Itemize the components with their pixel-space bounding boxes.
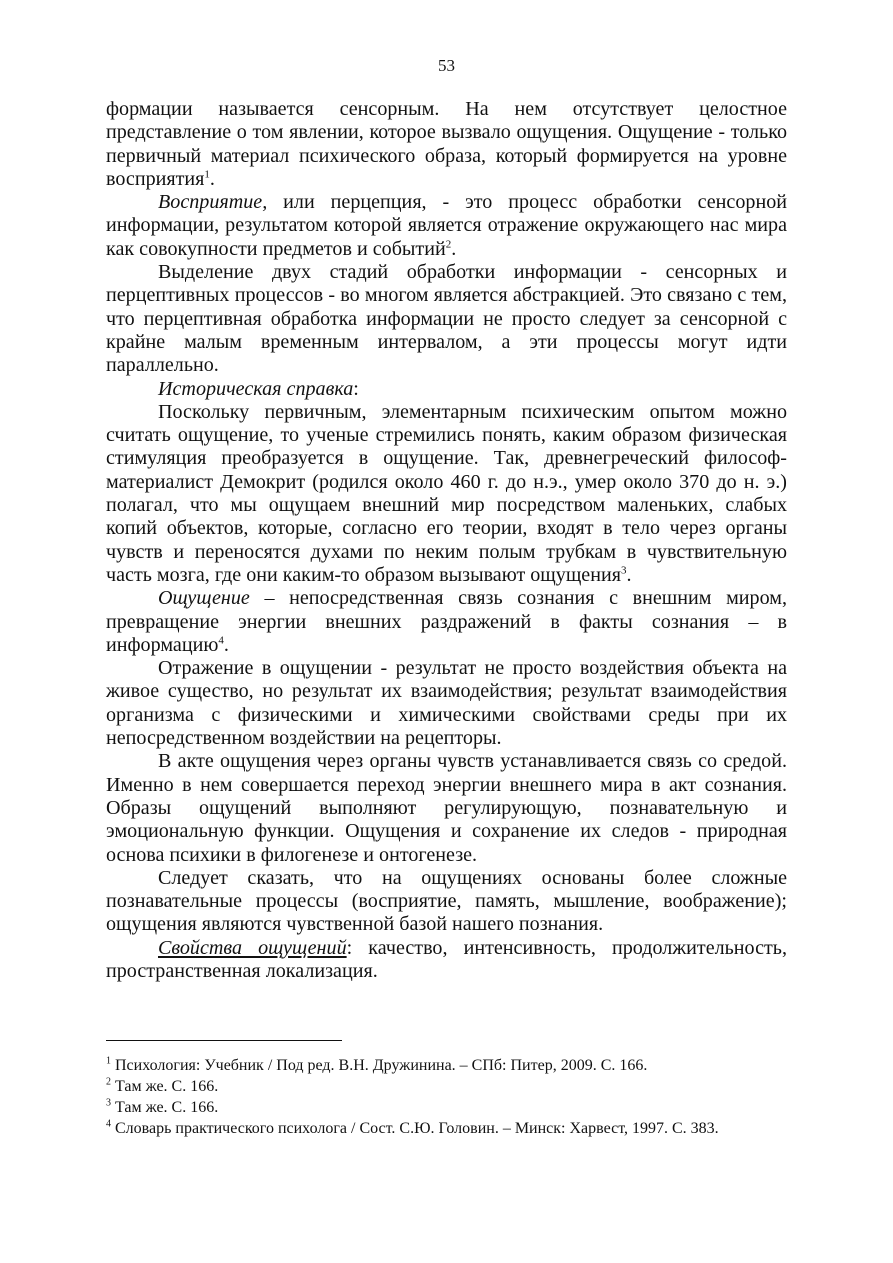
paragraph-text: или перцепция, - это процесс обработки сенсорной информации, результатом которой является отражение окружающего нас мира как совокупности предметов и событий — [106, 191, 787, 260]
paragraph-text: – непосредственная связь сознания с внешним миром, превращение энергии внешних раздражений в факты сознания – в информацию — [106, 587, 787, 656]
footnote-3 — [106, 1097, 787, 1118]
term-sensation-properties: Свойства ощущений — [158, 936, 347, 959]
footnote-1 — [106, 1055, 787, 1076]
footnote-mark: 2 — [106, 1076, 111, 1088]
paragraph-text: Отражение в ощущении - результат не просто воздействия объекта на живое существо, но результат их взаимодействия; результат взаимодействия организма с физическими и химическими свойствами среды при их непосредственном воздействии на рецепторы. — [106, 657, 787, 750]
paragraph-5 — [106, 401, 787, 587]
paragraph-text: : — [353, 377, 359, 400]
paragraph-tail: . — [223, 633, 229, 656]
paragraph-9 — [106, 867, 787, 937]
footnotes — [106, 1055, 787, 1139]
footnote-ref-1: 1 — [204, 168, 210, 181]
paragraph-text: Выделение двух стадий обработки информации - сенсорных и перцептивных процессов - во многом является абстракцией. Это связано с тем, что перцептивная обработка информации не просто следует за сенсорной с крайне малым временным интервалом, а эти процессы могут идти параллельно. — [106, 261, 787, 377]
paragraph-10 — [106, 937, 787, 984]
paragraph-tail: . — [451, 237, 457, 260]
footnote-mark: 1 — [106, 1055, 111, 1067]
footnote-ref-3: 3 — [620, 564, 627, 577]
term-sensation: Ощущение — [158, 587, 250, 610]
main-text — [106, 98, 787, 983]
paragraph-text: Поскольку первичным, элементарным психическим опытом можно считать ощущение, то ученые стремились понять, каким образом физическая стимуляция преобразуется в ощущение. Так, древнегреческий философ-материалист Демокрит (родился около 460 г. до н.э., умер около 370 до н. э.) полагал, что мы ощущаем внешний мир посредством маленьких, слабых копий объектов, которые, согласно его теории, входят в тело через органы чувств и переносятся духами по неким полым трубкам в чувствительную часть мозга, где они каким-то образом вызывают ощущения — [106, 400, 787, 586]
footnote-mark: 3 — [106, 1097, 111, 1109]
paragraph-7 — [106, 657, 787, 750]
footnote-4 — [106, 1118, 787, 1139]
paragraph-text: формации называется сенсорным. На нем отсутствует целостное представление о том явлении, которое вызвало ощущения. Ощущение - только первичный материал психического образа, который формируется на уровне восприятия — [106, 98, 787, 190]
paragraph-3 — [106, 261, 787, 377]
paragraph-text: : качество, интенсивность, продолжительность, пространственная локализация. — [106, 936, 787, 982]
footnote-mark: 4 — [106, 1118, 111, 1130]
paragraph-tail: . — [209, 167, 215, 190]
footnote-ref-4: 4 — [218, 634, 224, 647]
term-perception: Восприятие, — [158, 191, 268, 214]
paragraph-tail: . — [626, 563, 632, 586]
paragraph-8 — [106, 750, 787, 866]
footnote-text: Словарь практического психолога / Сост. С.Ю. Головин. – Минск: Харвест, 1997. С. 383. — [111, 1120, 719, 1137]
footnote-text: Психология: Учебник / Под ред. В.Н. Дружинина. – СПб: Питер, 2009. С. 166. — [111, 1057, 648, 1074]
footnote-ref-2: 2 — [445, 238, 452, 251]
term-historical-note: Историческая справка — [158, 377, 354, 400]
page-number: 53 — [438, 56, 455, 75]
footnote-2 — [106, 1076, 787, 1097]
paragraph-4 — [106, 378, 787, 401]
footnote-separator — [106, 1040, 342, 1041]
paragraph-text: Следует сказать, что на ощущениях основаны более сложные познавательные процессы (восприятие, память, мышление, воображение); ощущения являются чувственной базой нашего познания. — [106, 866, 787, 936]
footnote-text: Там же. С. 166. — [111, 1078, 219, 1095]
paragraph-6 — [106, 587, 787, 657]
paragraph-1 — [106, 98, 787, 191]
paragraph-text: В акте ощущения через органы чувств устанавливается связь со средой. Именно в нем совершается переход энергии внешнего мира в акт сознания. Образы ощущений выполняют регулирующую, познавательную и эмоциональную функции. Ощущения и сохранение их следов - природная основа психики в филогенезе и онтогенезе. — [106, 750, 787, 866]
footnote-text: Там же. С. 166. — [111, 1099, 219, 1116]
paragraph-2 — [106, 191, 787, 261]
